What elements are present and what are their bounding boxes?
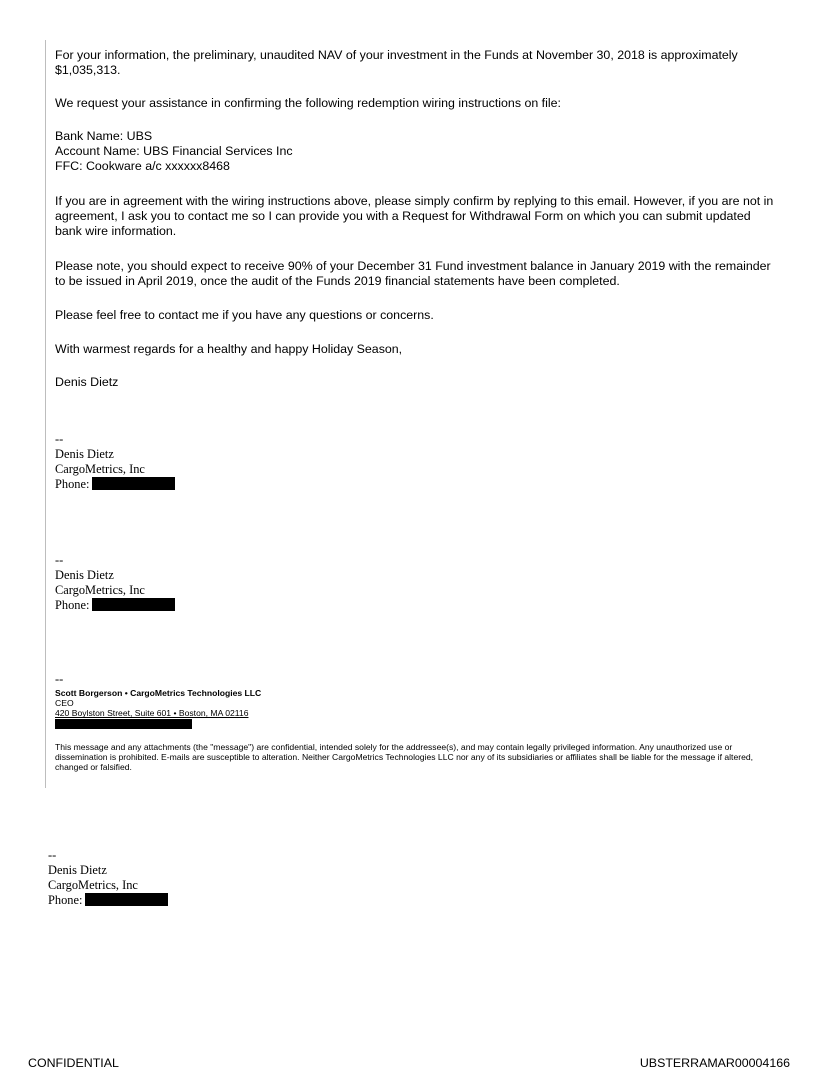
confidential-label: CONFIDENTIAL	[28, 1056, 119, 1070]
signature-name: Denis Dietz	[48, 863, 107, 877]
contact-paragraph: Please feel free to contact me if you have any questions or concerns.	[55, 308, 434, 322]
agreement-paragraph: If you are in agreement with the wiring instructions above, please simply confirm by replying to this email. However, if you are not in agreement, I ask you to contact me so I can provide you with a Request for Withdrawal Form on which you can submit updated bank wire information.	[55, 194, 774, 238]
signature-company: CargoMetrics, Inc	[55, 583, 145, 597]
signature-phone	[55, 598, 175, 613]
ceo-signature-block	[55, 672, 780, 772]
sender-name: Denis Dietz	[55, 375, 119, 389]
signature-dashes: --	[55, 432, 64, 446]
legal-disclaimer: This message and any attachments (the "message") are confidential, intended solely for the addressee(s), and may contain legally privileged information. Any unauthorized use or dissemination is prohibited. E-mails are susceptible to alteration. Neither CargoMetrics Technologies LLC nor any of its subsidiaries or affiliates shall be liable for the message if altered, changed or falsified.	[55, 741, 754, 773]
signature-company: CargoMetrics, Inc	[48, 878, 138, 892]
signature-name: Denis Dietz	[55, 568, 114, 582]
quoted-email	[45, 40, 785, 788]
signature-company: CargoMetrics, Inc	[55, 462, 145, 476]
nav-paragraph: For your information, the preliminary, unaudited NAV of your investment in the Funds at November 30, 2018 is approximately $1,035,313.	[55, 48, 738, 77]
ceo-name: Scott Borgerson • CargoMetrics Technologies LLC	[55, 688, 262, 698]
signature-block	[48, 848, 168, 908]
ceo-address: 420 Boylston Street, Suite 601 • Boston, MA 02116	[55, 708, 249, 719]
ceo-signature-dashes: --	[55, 672, 64, 686]
signature-phone	[48, 893, 168, 908]
account-name: Account Name: UBS Financial Services Inc	[55, 144, 293, 158]
bates-number: UBSTERRAMAR00004166	[639, 1056, 790, 1070]
wiring-instructions	[55, 129, 780, 174]
redaction-bar	[85, 893, 168, 906]
phone-label: Phone:	[55, 477, 90, 491]
regards-paragraph: With warmest regards for a healthy and happy Holiday Season,	[55, 342, 403, 356]
payment-note-paragraph: Please note, you should expect to receive 90% of your December 31 Fund investment balance in January 2019 with the remainder to be issued in April 2019, once the audit of the Funds 2019 financial statements have been completed.	[55, 259, 771, 288]
redaction-bar	[92, 598, 175, 611]
ceo-title: CEO	[55, 698, 74, 709]
redaction-bar	[92, 477, 175, 490]
phone-label: Phone:	[48, 893, 83, 907]
signature-phone	[55, 477, 175, 492]
signature-dashes: --	[48, 848, 57, 862]
request-paragraph: We request your assistance in confirming the following redemption wiring instructions on file:	[55, 96, 561, 110]
bank-name: Bank Name: UBS	[55, 129, 153, 143]
signature-dashes: --	[55, 553, 64, 567]
ffc-line: FFC: Cookware a/c xxxxxx8468	[55, 159, 230, 173]
redaction-bar	[55, 719, 192, 729]
signature-name: Denis Dietz	[55, 447, 114, 461]
signature-block	[55, 432, 175, 492]
ceo-name-line	[55, 688, 780, 698]
ceo-phone-line	[55, 719, 780, 731]
signature-block	[55, 553, 175, 613]
phone-label: Phone:	[55, 598, 90, 612]
